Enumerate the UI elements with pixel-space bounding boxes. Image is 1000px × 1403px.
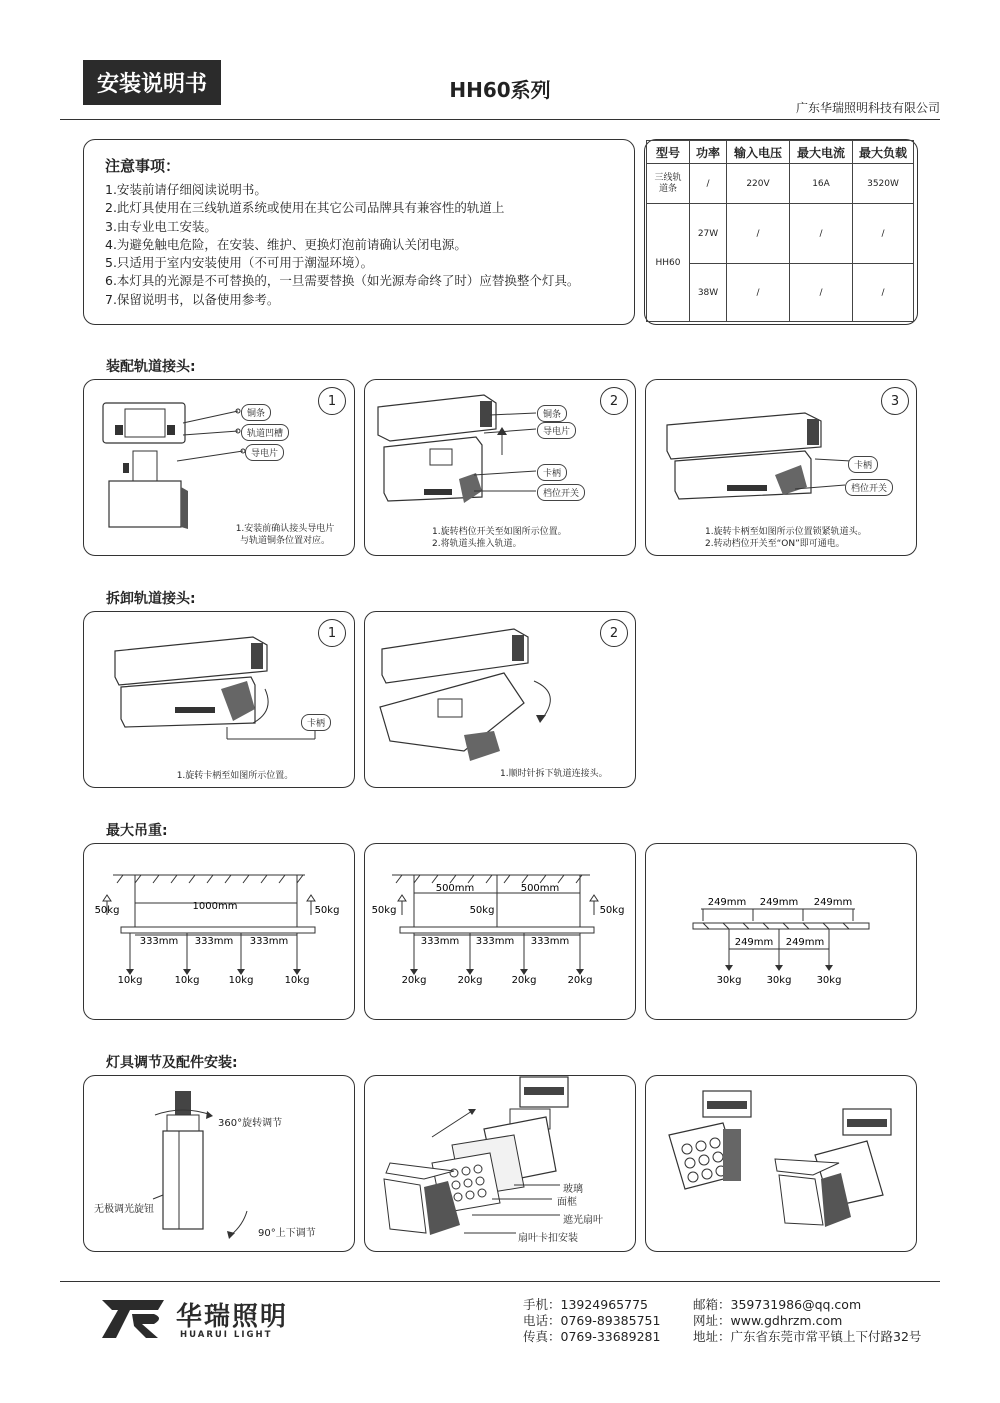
load-diagram-1 (83, 843, 353, 1018)
note-item: 1.安装前请仔细阅读说明书。 (105, 182, 267, 197)
section-load-title: 最大吊重: (106, 823, 168, 839)
spec-cell: 3520W (853, 164, 914, 204)
spec-cell: 27W (690, 204, 727, 264)
notes-title: 注意事项： (105, 157, 181, 175)
load-value: 50kg (469, 905, 495, 916)
step-number: 2 (600, 387, 628, 415)
step-caption: 1.旋转卡柄至如图所示位置。 (176, 771, 294, 781)
dim-label: 333mm (139, 936, 179, 947)
caption-line: 与轨道铜条位置对应。 (239, 536, 330, 546)
load-value: 30kg (816, 975, 842, 986)
dim-label: 333mm (420, 936, 460, 947)
remove-diagram-2 (364, 611, 634, 786)
spec-header: 功率 (690, 141, 727, 164)
load-value: 20kg (511, 975, 537, 986)
step-number: 1 (318, 619, 346, 647)
dim-label: 333mm (530, 936, 570, 947)
load-value: 30kg (716, 975, 742, 986)
part-label: 遮光扇叶 (563, 1215, 603, 1226)
load-value: 10kg (117, 975, 143, 986)
callout-label: 档位开关 (845, 479, 893, 496)
spec-cell: 16A (790, 164, 853, 204)
spec-header: 型号 (647, 141, 690, 164)
callout-label: 卡柄 (848, 456, 878, 473)
manual-badge: 安装说明书 (83, 60, 221, 105)
note-item: 6.本灯具的光源是不可替换的，一旦需要替换（如光源寿命终了时）应替换整个灯具。 (105, 273, 580, 289)
spec-model: HH60 (647, 204, 690, 322)
load-value: 50kg (94, 905, 120, 916)
mobile: 手机：13924965775 (523, 1297, 648, 1312)
dim-label: 500mm (435, 883, 475, 894)
dim-label: 249mm (785, 937, 825, 948)
tilt-label: 90°上下调节 (258, 1228, 316, 1239)
caption-line: 1.旋转档位开关至如图所示位置。 (432, 527, 567, 537)
dim-label: 500mm (520, 883, 560, 894)
website: 网址：www.gdhrzm.com (693, 1313, 843, 1328)
caption-line: 2.将轨道头推入轨道。 (432, 539, 522, 549)
spec-header: 最大负载 (853, 141, 914, 164)
load-diagram-2 (364, 843, 634, 1018)
notes-list (105, 181, 579, 309)
rotate-label: 360°旋转调节 (218, 1118, 283, 1129)
callout-label: 导电片 (245, 444, 284, 461)
step-number: 3 (881, 387, 909, 415)
dim-label: 249mm (734, 937, 774, 948)
spec-cell: / (727, 204, 790, 264)
knob-label: 无极调光旋钮 (94, 1204, 154, 1215)
note-item: 4.为避免触电危险，在安装、维护、更换灯泡前请确认关闭电源。 (105, 236, 467, 252)
load-value: 20kg (567, 975, 593, 986)
note-item: 7.保留说明书，以备使用参考。 (105, 291, 280, 307)
dim-label: 249mm (759, 897, 799, 908)
spec-cell: 220V (727, 164, 790, 204)
section-adjust-title: 灯具调节及配件安装: (106, 1055, 238, 1071)
callout-label: 卡柄 (301, 714, 331, 731)
load-value: 50kg (599, 905, 625, 916)
callout-label: 档位开关 (537, 484, 585, 501)
dim-label: 333mm (194, 936, 234, 947)
caption-line: 1.旋转卡柄至如图所示位置锁紧轨道头。 (705, 527, 867, 537)
step-caption (432, 526, 592, 550)
brand-logo-icon (98, 1296, 168, 1340)
email: 邮箱：359731986@qq.com (693, 1297, 862, 1312)
section-remove-title: 拆卸轨道接头: (106, 591, 196, 607)
load-value: 20kg (457, 975, 483, 986)
spec-cell: / (853, 264, 914, 322)
part-label: 扇叶卡扣安装 (518, 1233, 578, 1244)
page-title: HH60系列 (449, 78, 551, 102)
step-caption (705, 526, 905, 550)
load-diagram-3 (645, 843, 915, 1018)
part-label: 面框 (557, 1197, 577, 1208)
note-item: 5.只适用于室内安装使用（不可用于潮湿环境）。 (105, 255, 374, 271)
spec-cell: / (690, 164, 727, 204)
company-name: 广东华瑞照明科技有限公司 (795, 101, 940, 115)
phone: 电话：0769-89385751 (523, 1313, 661, 1328)
callout-label: 卡柄 (537, 464, 567, 481)
brand-name-en: HUARUI LIGHT (180, 1330, 273, 1340)
load-value: 50kg (314, 905, 340, 916)
spec-cell: / (853, 204, 914, 264)
part-label: 玻璃 (563, 1184, 583, 1195)
dim-label: 249mm (813, 897, 853, 908)
note-item: 3.由专业电工安装。 (105, 218, 217, 234)
step-number: 2 (600, 619, 628, 647)
spec-header: 输入电压 (727, 141, 790, 164)
load-value: 10kg (228, 975, 254, 986)
brand-name: 华瑞照明 (176, 1302, 289, 1332)
note-item: 2.此灯具使用在三线轨道系统或使用在其它公司品牌具有兼容性的轨道上 (105, 200, 505, 216)
spec-header: 最大电流 (790, 141, 853, 164)
section-install-title: 装配轨道接头: (106, 359, 196, 375)
spec-cell: / (727, 264, 790, 322)
load-value: 10kg (284, 975, 310, 986)
contact-left (523, 1297, 660, 1345)
step-number: 1 (318, 387, 346, 415)
caption-line: 2.转动档位开关至“ON”即可通电。 (705, 539, 845, 549)
load-value: 30kg (766, 975, 792, 986)
spec-cell: / (790, 204, 853, 264)
callout-label: 轨道凹槽 (241, 424, 289, 441)
load-value: 10kg (174, 975, 200, 986)
caption-line: 1.安装前确认接头导电片 (235, 524, 335, 534)
spec-table (646, 140, 914, 322)
dim-label: 333mm (475, 936, 515, 947)
step-caption (210, 523, 360, 547)
assembled-fixtures-diagram (645, 1075, 915, 1250)
spec-cell: 三线轨道条 (647, 164, 690, 204)
load-value: 20kg (401, 975, 427, 986)
dim-label: 1000mm (192, 901, 238, 912)
spec-cell: / (790, 264, 853, 322)
footer-divider (60, 1281, 940, 1282)
callout-label: 铜条 (241, 404, 271, 421)
step-caption: 1.顺时针拆下轨道连接头。 (500, 769, 608, 779)
load-value: 50kg (371, 905, 397, 916)
dim-label: 249mm (707, 897, 747, 908)
contact-right (693, 1297, 921, 1345)
header-divider (60, 119, 940, 120)
callout-label: 铜条 (537, 405, 567, 422)
fax: 传真：0769-33689281 (523, 1329, 661, 1344)
dim-label: 333mm (249, 936, 289, 947)
spec-cell: 38W (690, 264, 727, 322)
remove-diagram-1 (83, 611, 353, 786)
callout-label: 导电片 (537, 422, 576, 439)
address: 地址：广东省东莞市常平镇上下付路32号 (693, 1329, 922, 1344)
